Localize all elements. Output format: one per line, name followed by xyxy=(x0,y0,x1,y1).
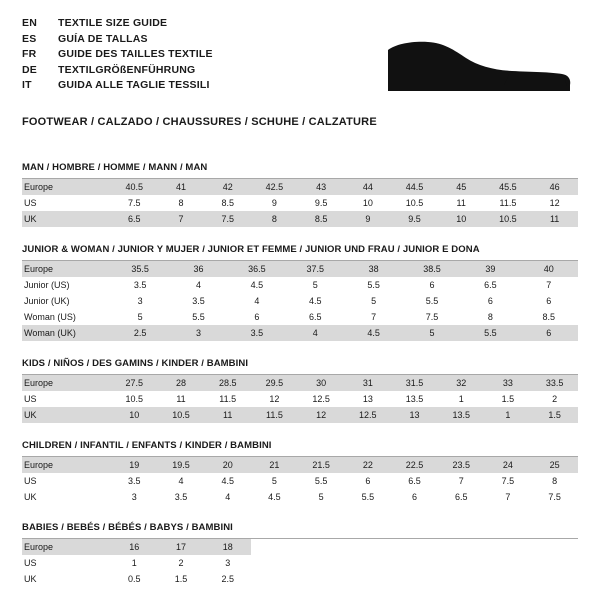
size-table-man xyxy=(22,179,578,227)
cell: 4.5 xyxy=(268,492,281,502)
cell: 3 xyxy=(137,296,143,306)
cell: 11 xyxy=(204,407,251,423)
cell: 36 xyxy=(169,261,227,277)
cell: 40.5 xyxy=(111,179,158,195)
cell: 7 xyxy=(505,492,511,502)
cell: 9.5 xyxy=(314,198,328,208)
cell: 3 xyxy=(131,492,137,502)
cell: 8.5 xyxy=(221,198,234,208)
cell-empty xyxy=(531,571,578,587)
language-code: DE xyxy=(22,63,37,76)
cell: 11 xyxy=(531,211,578,227)
cell: 10.5 xyxy=(405,198,424,208)
cell: 18 xyxy=(204,539,251,555)
cell: 44 xyxy=(344,179,391,195)
cell: 45 xyxy=(438,179,485,195)
size-table-babies xyxy=(22,539,578,587)
table-row xyxy=(22,457,578,473)
cell: 5 xyxy=(312,280,318,290)
cell: 7.5 xyxy=(128,198,141,208)
table-row xyxy=(22,277,578,293)
cell: 22 xyxy=(344,457,391,473)
table-row xyxy=(22,407,578,423)
language-code: ES xyxy=(22,32,37,45)
dress-shoe-icon xyxy=(382,28,572,100)
cell: 5 xyxy=(403,325,461,341)
cell-empty xyxy=(344,555,391,571)
row-label: US xyxy=(24,476,37,486)
cell: 9.5 xyxy=(391,211,438,227)
cell: 11.5 xyxy=(219,394,237,404)
cell: 24 xyxy=(485,457,532,473)
cell: 41 xyxy=(158,179,205,195)
cell: 8 xyxy=(251,211,298,227)
cell: 5 xyxy=(371,296,377,306)
cell: 6 xyxy=(429,280,435,290)
cell: 1 xyxy=(131,558,137,568)
row-label: Woman (US) xyxy=(24,312,76,322)
cell: 1.5 xyxy=(531,407,578,423)
cell: 32 xyxy=(438,375,485,391)
size-table-junior-woman xyxy=(22,261,578,341)
page-header xyxy=(22,16,578,108)
table-row xyxy=(22,309,578,325)
cell-empty xyxy=(298,555,345,571)
section-junior-woman xyxy=(22,244,578,341)
cell: 8.5 xyxy=(542,312,556,322)
row-label: Europe xyxy=(22,375,111,391)
cell: 3.5 xyxy=(133,280,147,290)
cell: 6.5 xyxy=(309,312,322,322)
cell-empty xyxy=(391,571,438,587)
cell-empty xyxy=(251,555,298,571)
section-title: KIDS / NIÑOS / DES GAMINS / KINDER / BAMBINI xyxy=(22,358,578,375)
page-title: FOOTWEAR / CALZADO / CHAUSSURES / SCHUHE / CALZATURE xyxy=(22,116,377,128)
cell: 46 xyxy=(531,179,578,195)
table-row xyxy=(22,391,578,407)
cell: 33 xyxy=(485,375,532,391)
row-label: US xyxy=(24,198,37,208)
row-label: Junior (US) xyxy=(24,280,70,290)
cell-empty xyxy=(251,571,298,587)
language-title: GUIDA ALLE TAGLIE TESSILI xyxy=(58,79,210,91)
section-man xyxy=(22,162,578,227)
cell-empty xyxy=(344,571,391,587)
language-title: GUÍA DE TALLAS xyxy=(58,32,148,45)
cell: 3.5 xyxy=(228,325,286,341)
cell: 43 xyxy=(298,179,345,195)
cell: 4.5 xyxy=(250,280,264,290)
row-label: Europe xyxy=(22,179,111,195)
cell: 44.5 xyxy=(391,179,438,195)
cell: 5.5 xyxy=(461,325,519,341)
row-label: Europe xyxy=(22,457,111,473)
cell: 13 xyxy=(391,407,438,423)
cell: 2.5 xyxy=(221,574,234,584)
cell: 36.5 xyxy=(228,261,286,277)
cell: 8 xyxy=(487,312,493,322)
cell: 6 xyxy=(520,325,578,341)
cell: 5.5 xyxy=(425,296,439,306)
cell: 38.5 xyxy=(403,261,461,277)
row-label: UK xyxy=(22,407,111,423)
cell: 28.5 xyxy=(204,375,251,391)
cell: 29.5 xyxy=(251,375,298,391)
cell: 22.5 xyxy=(391,457,438,473)
table-row xyxy=(22,489,578,505)
cell: 30 xyxy=(298,375,345,391)
cell-empty xyxy=(298,571,345,587)
section-title: CHILDREN / INFANTIL / ENFANTS / KINDER / BAMBINI xyxy=(22,440,578,457)
cell: 11 xyxy=(176,394,186,404)
cell-empty xyxy=(251,539,298,555)
cell: 25 xyxy=(531,457,578,473)
cell: 10.5 xyxy=(158,407,205,423)
cell: 12 xyxy=(298,407,345,423)
language-row xyxy=(22,47,213,63)
language-code: EN xyxy=(22,17,37,29)
cell: 8 xyxy=(178,198,184,208)
cell: 13 xyxy=(362,394,373,404)
cell: 6.5 xyxy=(454,492,468,502)
cell: 6 xyxy=(365,476,371,486)
cell-empty xyxy=(391,555,438,571)
cell: 3 xyxy=(169,325,227,341)
cell-empty xyxy=(531,539,578,555)
cell: 21.5 xyxy=(298,457,345,473)
cell: 40 xyxy=(520,261,578,277)
cell: 35.5 xyxy=(111,261,169,277)
cell: 19 xyxy=(111,457,158,473)
table-row xyxy=(22,555,578,571)
cell: 20 xyxy=(204,457,251,473)
language-row xyxy=(22,63,213,79)
cell: 12 xyxy=(549,198,560,208)
cell: 2 xyxy=(552,394,558,404)
cell: 6.5 xyxy=(111,211,158,227)
cell: 3.5 xyxy=(192,296,205,306)
table-row xyxy=(22,261,578,277)
cell: 4.5 xyxy=(221,476,234,486)
cell: 45.5 xyxy=(485,179,532,195)
cell: 0.5 xyxy=(128,574,141,584)
section-title: JUNIOR & WOMAN / JUNIOR Y MUJER / JUNIOR ET FEMME / JUNIOR UND FRAU / JUNIOR E DONA xyxy=(22,244,578,261)
cell: 42.5 xyxy=(251,179,298,195)
cell: 38 xyxy=(344,261,402,277)
cell: 4 xyxy=(254,296,260,306)
cell-empty xyxy=(391,539,438,555)
cell: 5.5 xyxy=(367,280,380,290)
language-title-list xyxy=(22,16,213,94)
size-table-kids xyxy=(22,375,578,423)
cell: 7 xyxy=(546,280,552,290)
cell: 2 xyxy=(178,558,184,568)
cell: 8 xyxy=(552,476,558,486)
cell-empty xyxy=(438,571,485,587)
cell: 6.5 xyxy=(408,476,421,486)
cell: 37.5 xyxy=(286,261,344,277)
cell: 5 xyxy=(318,492,324,502)
cell: 7.5 xyxy=(425,312,439,322)
cell: 23.5 xyxy=(438,457,485,473)
table-row xyxy=(22,473,578,489)
section-children xyxy=(22,440,578,505)
language-title: TEXTILGRÖßENFÜHRUNG xyxy=(58,63,196,76)
row-label: UK xyxy=(24,492,37,502)
cell: 5.5 xyxy=(192,312,205,322)
cell: 33.5 xyxy=(531,375,578,391)
cell: 7.5 xyxy=(548,492,561,502)
cell: 5 xyxy=(137,312,143,322)
cell: 12 xyxy=(269,394,280,404)
cell: 4 xyxy=(286,325,344,341)
table-row xyxy=(22,571,578,587)
cell: 7.5 xyxy=(204,211,251,227)
cell: 3.5 xyxy=(174,492,188,502)
cell: 12.5 xyxy=(312,394,330,404)
cell: 5 xyxy=(271,476,277,486)
cell-empty xyxy=(485,539,532,555)
cell: 4.5 xyxy=(344,325,402,341)
cell: 13.5 xyxy=(405,394,424,404)
table-row xyxy=(22,539,578,555)
table-row xyxy=(22,375,578,391)
cell: 10.5 xyxy=(485,211,532,227)
cell: 6 xyxy=(487,296,493,306)
cell: 10 xyxy=(111,407,158,423)
cell-empty xyxy=(438,539,485,555)
cell: 1 xyxy=(458,394,464,404)
cell-empty xyxy=(485,571,532,587)
cell-empty xyxy=(344,539,391,555)
cell: 4 xyxy=(196,280,202,290)
cell: 11.5 xyxy=(251,407,298,423)
cell: 3.5 xyxy=(128,476,141,486)
cell: 6.5 xyxy=(484,280,497,290)
language-code: IT xyxy=(22,79,32,91)
row-label: Europe xyxy=(22,261,111,277)
cell: 11 xyxy=(456,198,466,208)
language-row xyxy=(22,78,213,94)
cell: 7 xyxy=(458,476,464,486)
cell: 1 xyxy=(485,407,532,423)
cell: 42 xyxy=(204,179,251,195)
language-row xyxy=(22,16,213,32)
cell: 6 xyxy=(546,296,552,306)
row-label: US xyxy=(24,558,37,568)
row-label: UK xyxy=(22,211,111,227)
cell: 7 xyxy=(158,211,205,227)
cell: 4 xyxy=(178,476,184,486)
cell: 9 xyxy=(344,211,391,227)
cell: 10 xyxy=(438,211,485,227)
table-row xyxy=(22,293,578,309)
cell: 28 xyxy=(158,375,205,391)
row-label: US xyxy=(24,394,37,404)
cell: 39 xyxy=(461,261,519,277)
cell: 16 xyxy=(111,539,158,555)
language-title: GUIDE DES TAILLES TEXTILE xyxy=(58,48,213,60)
language-code: FR xyxy=(22,48,37,60)
cell: 19.5 xyxy=(158,457,205,473)
cell: 31 xyxy=(344,375,391,391)
section-title: MAN / HOMBRE / HOMME / MANN / MAN xyxy=(22,162,578,179)
cell: 10.5 xyxy=(125,394,144,404)
section-kids xyxy=(22,358,578,423)
cell: 8.5 xyxy=(298,211,345,227)
cell-empty xyxy=(531,555,578,571)
row-label: UK xyxy=(24,574,37,584)
cell: 5.5 xyxy=(361,492,375,502)
cell: 12.5 xyxy=(344,407,391,423)
language-title: TEXTILE SIZE GUIDE xyxy=(58,17,168,29)
table-row xyxy=(22,179,578,195)
cell: 6 xyxy=(412,492,418,502)
cell: 10 xyxy=(362,198,373,208)
cell: 27.5 xyxy=(111,375,158,391)
cell: 3 xyxy=(225,558,231,568)
cell: 7.5 xyxy=(501,476,515,486)
cell: 5.5 xyxy=(314,476,328,486)
cell: 6 xyxy=(254,312,260,322)
cell-empty xyxy=(485,555,532,571)
language-row xyxy=(22,32,213,48)
row-label: Woman (UK) xyxy=(22,325,111,341)
cell: 13.5 xyxy=(438,407,485,423)
cell-empty xyxy=(438,555,485,571)
cell: 17 xyxy=(158,539,205,555)
section-babies xyxy=(22,522,578,587)
cell: 4 xyxy=(225,492,231,502)
size-table-children xyxy=(22,457,578,505)
table-row xyxy=(22,325,578,341)
row-label: Europe xyxy=(22,539,111,555)
table-row xyxy=(22,211,578,227)
row-label: Junior (UK) xyxy=(24,296,70,306)
cell: 11.5 xyxy=(499,198,517,208)
cell: 21 xyxy=(251,457,298,473)
cell: 9 xyxy=(271,198,277,208)
table-row xyxy=(22,195,578,211)
cell: 1.5 xyxy=(501,394,515,404)
cell: 1.5 xyxy=(174,574,188,584)
cell-empty xyxy=(298,539,345,555)
cell: 4.5 xyxy=(309,296,322,306)
cell: 31.5 xyxy=(391,375,438,391)
section-title: BABIES / BEBÉS / BÉBÉS / BABYS / BAMBINI xyxy=(22,522,578,539)
cell: 7 xyxy=(371,312,377,322)
cell: 2.5 xyxy=(111,325,169,341)
